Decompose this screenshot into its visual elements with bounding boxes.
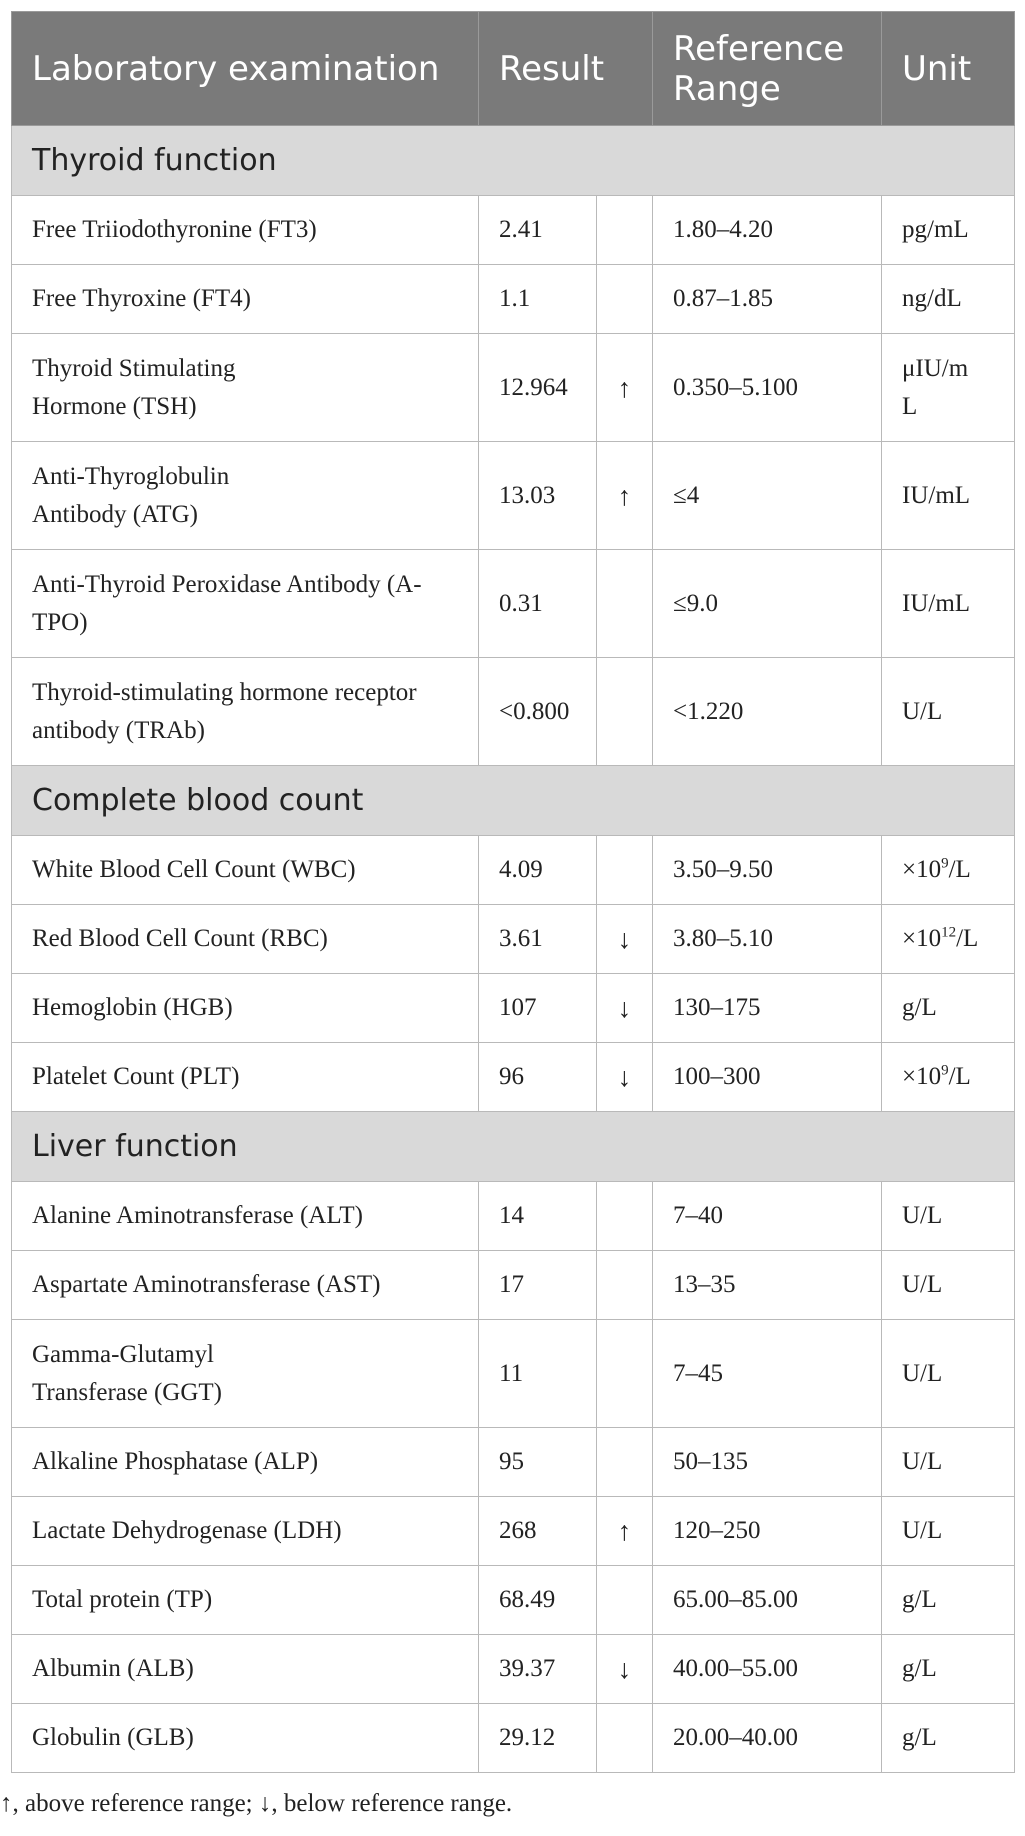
table-row [12,196,1015,265]
result-value: 29.12 [479,1704,597,1773]
flag-indicator [597,1251,653,1320]
result-value: 268 [479,1497,597,1566]
table-row [12,550,1015,658]
table-row [12,1635,1015,1704]
result-value: 39.37 [479,1635,597,1704]
unit: U/L [882,1497,1015,1566]
unit: U/L [882,1320,1015,1428]
unit: U/L [882,658,1015,766]
header-range: Reference Range [653,12,882,126]
reference-range: 130–175 [653,974,882,1043]
unit: U/L [882,1428,1015,1497]
flag-indicator: ↓ [597,1635,653,1704]
result-value: 2.41 [479,196,597,265]
result-value: 12.964 [479,334,597,442]
table-row [12,974,1015,1043]
exam-name: Albumin (ALB) [12,1635,479,1704]
lab-results-table [11,11,1015,1773]
reference-range: ≤4 [653,442,882,550]
reference-range: 120–250 [653,1497,882,1566]
exam-name: Alkaline Phosphatase (ALP) [12,1428,479,1497]
flag-indicator: ↑ [597,1497,653,1566]
result-value: 68.49 [479,1566,597,1635]
unit: g/L [882,1635,1015,1704]
unit-exponent: 9 [941,855,949,872]
exam-name: Aspartate Aminotransferase (AST) [12,1251,479,1320]
section-title: Liver function [12,1112,1015,1182]
exam-name: Platelet Count (PLT) [12,1043,479,1112]
table-row [12,1251,1015,1320]
header-result: Result [479,12,653,126]
exam-name: Alanine Aminotransferase (ALT) [12,1182,479,1251]
reference-range: 100–300 [653,1043,882,1112]
section-title: Complete blood count [12,766,1015,836]
result-value: 17 [479,1251,597,1320]
flag-indicator [597,1320,653,1428]
table-row [12,1704,1015,1773]
reference-range: ≤9.0 [653,550,882,658]
flag-indicator: ↓ [597,974,653,1043]
table-row [12,1043,1015,1112]
exam-name: Thyroid Stimulating Hormone (TSH) [12,334,479,442]
unit: ng/dL [882,265,1015,334]
result-value: 1.1 [479,265,597,334]
header-row [12,12,1015,126]
flag-indicator [597,1182,653,1251]
unit: IU/mL [882,550,1015,658]
table-row [12,1428,1015,1497]
flag-indicator [597,836,653,905]
unit-base: ×10 [902,925,942,952]
unit: μIU/mL [882,334,1015,442]
unit-base: ×10 [902,1063,942,1090]
flag-indicator [597,1704,653,1773]
section-row [12,766,1015,836]
exam-name: Lactate Dehydrogenase (LDH) [12,1497,479,1566]
unit-tail: /L [948,856,971,883]
reference-range: 65.00–85.00 [653,1566,882,1635]
header-exam: Laboratory examination [12,12,479,126]
exam-name: Red Blood Cell Count (RBC) [12,905,479,974]
table-footnote: ↑, above reference range; ↓, below reference range. [0,1790,513,1817]
flag-indicator: ↓ [597,905,653,974]
unit: U/L [882,1182,1015,1251]
result-value: 107 [479,974,597,1043]
table-row [12,905,1015,974]
reference-range: 7–40 [653,1182,882,1251]
exam-name: Gamma-Glutamyl Transferase (GGT) [12,1320,479,1428]
result-value: 0.31 [479,550,597,658]
result-value: 14 [479,1182,597,1251]
reference-range: 50–135 [653,1428,882,1497]
exam-name: White Blood Cell Count (WBC) [12,836,479,905]
unit: U/L [882,1251,1015,1320]
unit: pg/mL [882,196,1015,265]
table-row [12,836,1015,905]
section-title: Thyroid function [12,126,1015,196]
table-row [12,1566,1015,1635]
reference-range: 7–45 [653,1320,882,1428]
reference-range: 40.00–55.00 [653,1635,882,1704]
flag-indicator [597,1428,653,1497]
unit-base: ×10 [902,856,942,883]
flag-indicator [597,265,653,334]
table-row [12,1182,1015,1251]
reference-range: 13–35 [653,1251,882,1320]
flag-indicator: ↓ [597,1043,653,1112]
unit-exponent: 9 [941,1062,949,1079]
lab-results-container [11,11,1014,1773]
exam-name: Free Thyroxine (FT4) [12,265,479,334]
flag-indicator [597,1566,653,1635]
unit: g/L [882,974,1015,1043]
result-value: 13.03 [479,442,597,550]
unit-exponent: 12 [941,924,957,941]
unit [882,836,1015,905]
table-row [12,658,1015,766]
unit [882,1043,1015,1112]
exam-name: Globulin (GLB) [12,1704,479,1773]
unit: IU/mL [882,442,1015,550]
table-row [12,1320,1015,1428]
unit: g/L [882,1566,1015,1635]
section-row [12,1112,1015,1182]
header-unit: Unit [882,12,1015,126]
reference-range: 1.80–4.20 [653,196,882,265]
result-value: 4.09 [479,836,597,905]
flag-indicator [597,658,653,766]
reference-range: 0.87–1.85 [653,265,882,334]
exam-name: Anti-Thyroid Peroxidase Antibody (A-TPO) [12,550,479,658]
exam-name: Thyroid-stimulating hormone receptor antibody (TRAb) [12,658,479,766]
unit: g/L [882,1704,1015,1773]
reference-range: 3.50–9.50 [653,836,882,905]
exam-name: Anti-Thyroglobulin Antibody (ATG) [12,442,479,550]
table-row [12,265,1015,334]
reference-range: 20.00–40.00 [653,1704,882,1773]
exam-name: Free Triiodothyronine (FT3) [12,196,479,265]
table-row [12,1497,1015,1566]
reference-range: <1.220 [653,658,882,766]
reference-range: 0.350–5.100 [653,334,882,442]
reference-range: 3.80–5.10 [653,905,882,974]
flag-indicator: ↑ [597,442,653,550]
unit-tail: /L [956,925,979,952]
table-row [12,442,1015,550]
result-value: 11 [479,1320,597,1428]
flag-indicator [597,196,653,265]
result-value: 95 [479,1428,597,1497]
result-value: 96 [479,1043,597,1112]
table-row [12,334,1015,442]
exam-name: Hemoglobin (HGB) [12,974,479,1043]
section-row [12,126,1015,196]
unit-tail: /L [948,1063,971,1090]
flag-indicator [597,550,653,658]
flag-indicator: ↑ [597,334,653,442]
result-value: <0.800 [479,658,597,766]
unit [882,905,1015,974]
exam-name: Total protein (TP) [12,1566,479,1635]
result-value: 3.61 [479,905,597,974]
